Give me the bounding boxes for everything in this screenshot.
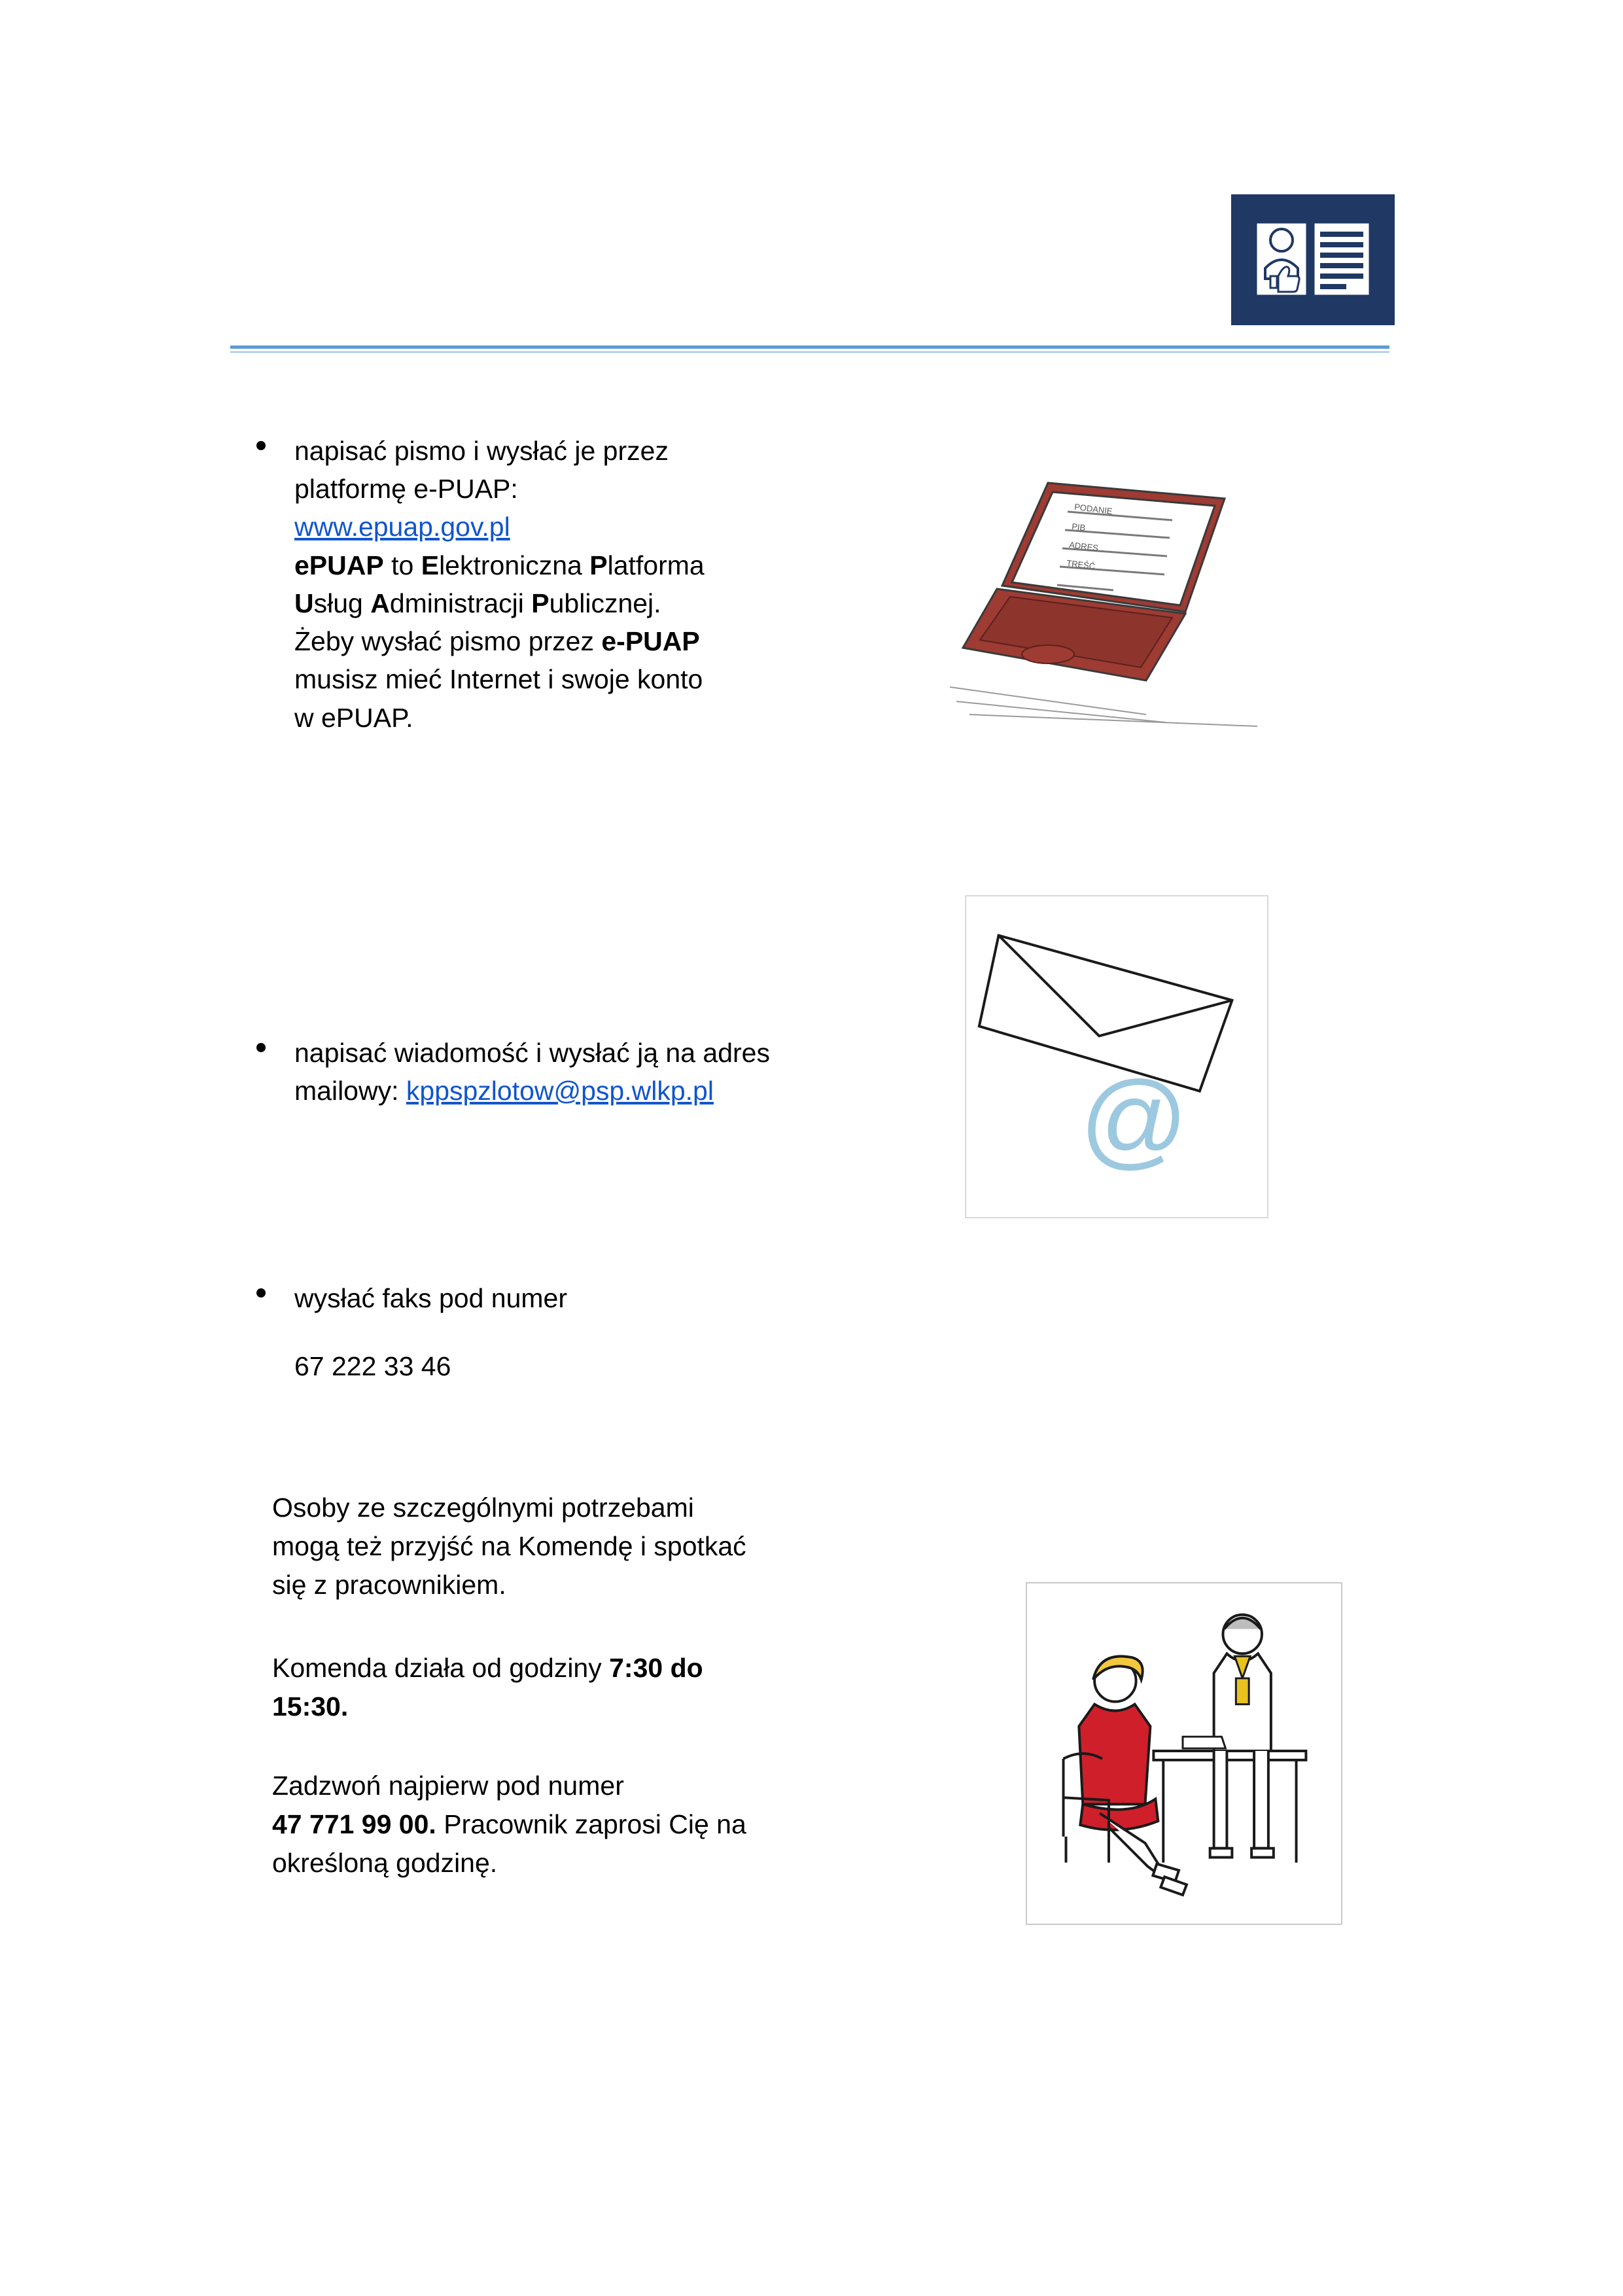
svg-text:ADRES: ADRES: [1068, 539, 1099, 554]
bullet-dot-icon: [256, 441, 266, 450]
list-item-label: ePUAP to Elektroniczna Platforma: [294, 550, 705, 580]
list-item: [256, 432, 911, 737]
list-item-label: w ePUAP.: [294, 702, 413, 733]
svg-text:PODANIE: PODANIE: [1073, 501, 1113, 516]
paragraph-special-needs: [272, 1489, 926, 1604]
list-item-label: wysłać faks pod numer: [294, 1283, 568, 1313]
bullet-dot-icon: [256, 1288, 266, 1298]
paragraph-line: się z pracownikiem.: [272, 1570, 506, 1600]
list-item-label: Żeby wysłać pismo przez e-PUAP: [294, 626, 700, 657]
list-item-label: mailowy: kppspzlotow@psp.wlkp.pl: [294, 1076, 714, 1106]
office-meeting-icon: [1027, 1583, 1338, 1921]
paragraph-phone-first: [272, 1767, 926, 1882]
envelope-at-sign-icon: [966, 896, 1265, 1214]
office-meeting-illustration: [1026, 1582, 1342, 1925]
paragraph-line: Osoby ze szczególnymi potrzebami: [272, 1492, 694, 1523]
list-item-label: napisać wiadomość i wysłać ją na adres: [294, 1038, 770, 1068]
list-item: [256, 1034, 976, 1110]
bullet-dot-icon: [256, 1043, 266, 1052]
list-item-label: napisać pismo i wysłać je przez: [294, 436, 669, 466]
laptop-illustration: [950, 458, 1290, 752]
envelope-illustration: [965, 895, 1268, 1218]
list-item-label: Usług Administracji Publicznej.: [294, 588, 661, 618]
epuap-link[interactable]: www.epuap.gov.pl: [294, 512, 510, 542]
paragraph-line: Zadzwoń najpierw pod numer: [272, 1771, 624, 1801]
paragraph-line: Komenda działa od godziny 7:30 do: [272, 1653, 703, 1683]
svg-text:TREŚĆ: TREŚĆ: [1066, 557, 1096, 572]
paragraph-line: [272, 1687, 926, 1726]
office-hours-bold-end: 15:30.: [272, 1691, 349, 1722]
paragraph-line: określoną godzinę.: [272, 1848, 498, 1879]
email-link[interactable]: kppspzlotow@psp.wlkp.pl: [406, 1076, 714, 1106]
paragraph-line: mogą też przyjść na Komendę i spotkać: [272, 1531, 746, 1562]
office-hours-bold: 7:30 do: [609, 1653, 703, 1683]
paragraph-line: 47 771 99 00. Pracownik zaprosi Cię na: [272, 1809, 746, 1840]
svg-text:PIB: PIB: [1071, 521, 1087, 533]
fax-number: 67 222 33 46: [294, 1351, 451, 1382]
phone-number: 47 771 99 00.: [272, 1809, 436, 1840]
paragraph-office-hours: [272, 1649, 926, 1726]
list-item-label: musisz mieć Internet i swoje konto: [294, 664, 703, 695]
laptop-drawing-icon: [950, 458, 1290, 752]
at-sign-glyph: @: [1079, 1059, 1189, 1179]
list-item-label: platformę e-PUAP:: [294, 474, 518, 504]
list-item: [256, 1279, 911, 1385]
